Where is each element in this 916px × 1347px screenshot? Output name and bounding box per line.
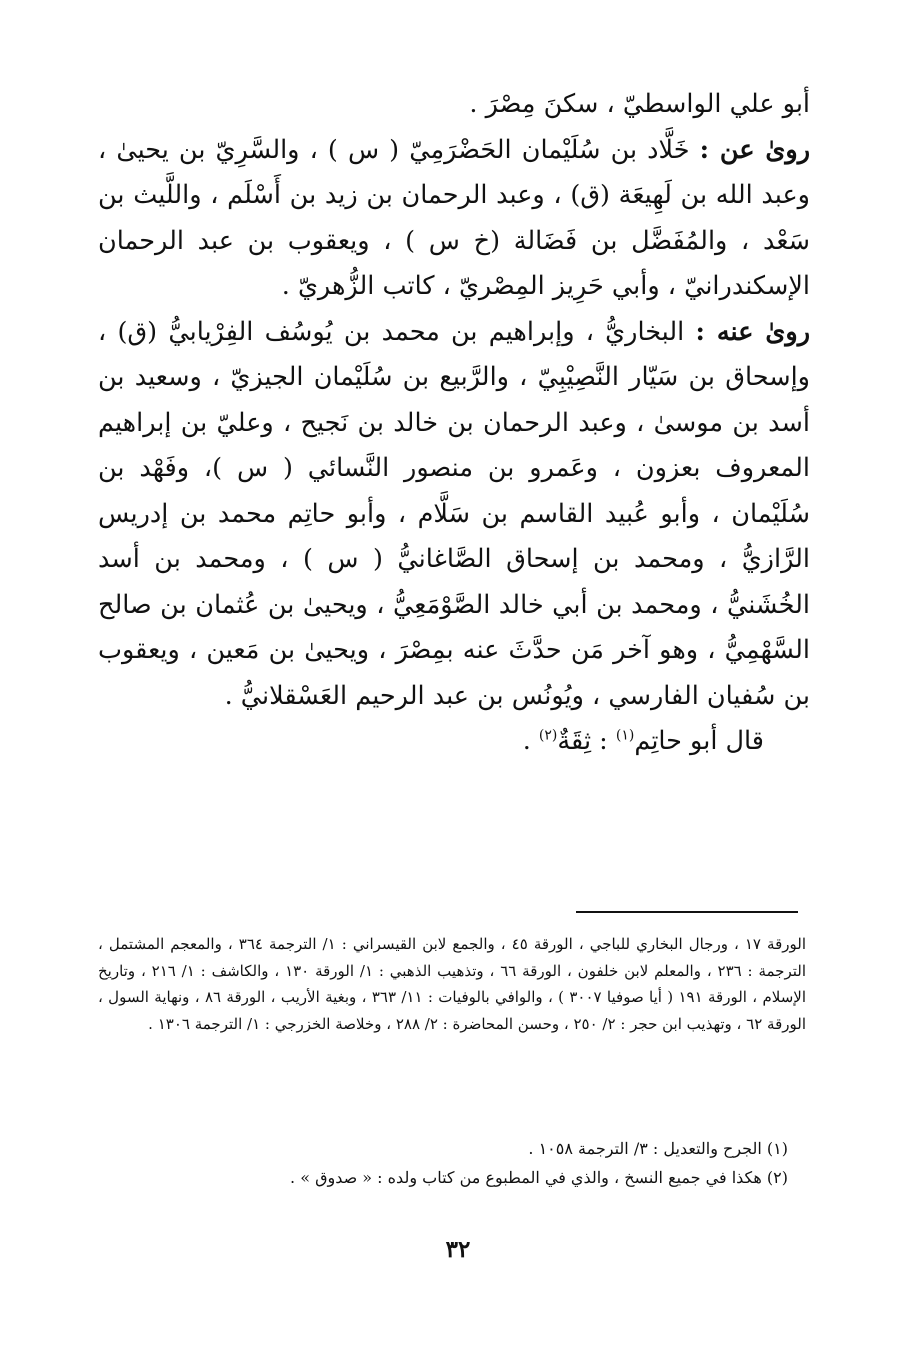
footnote-divider [576,911,798,913]
quote-verdict: ثِقَةٌ [557,726,592,756]
narrated-from-text: خَلَّاد بن سُلَيْمان الحَضْرَمِيّ ( س ) ، والسَّرِيّ بن يحيىٰ ، وعبد الله بن لَهِيعَة (ق) ، وعبد الرحمان بن زيد بن أَسْلَم ، واللَّيث بن سَعْد ، والمُفَضَّل بن فَضَالة (خ س ) ، ويعقوب بن عبد الرحمان الإسكندرانيّ ، وأبي حَرِيز المِصْريّ ، كاتب الزُّهريّ . [98,134,810,301]
footnote-1: (١) الجرح والتعديل : ٣/ الترجمة ١٠٥٨ . [528,1139,788,1158]
narrated-by-label: روىٰ عنه : [695,316,811,347]
sources-note [98,931,806,1037]
quote-text: قال أبو حاتِم [634,726,764,756]
narrated-from-label: روىٰ عن : [699,134,811,165]
footnote-2: (٢) هكذا في جميع النسخ ، والذي في المطبوع من كتاب ولده : « صدوق » . [290,1168,788,1187]
quote-line [98,719,810,765]
narrated-by-paragraph [98,310,810,720]
footnote-ref-2: (٢) [538,727,558,744]
narrated-by-text: البخاريُّ ، وإبراهيم بن محمد بن يُوسُف الفِرْيابيُّ (ق) ، وإسحاق بن سَيّار النَّصِيْبِيّ ، والرَّبيع بن سُلَيْمان الجيزيّ ، وسعيد بن أسد بن موسىٰ ، وعبد الرحمان بن خالد بن نَجيح ، وعليّ بن إبراهيم المعروف بعزون ، وعَمرو بن منصور النَّسائي ( س )، وفَهْد بن سُلَيْمان ، وأبو عُبيد القاسم بن سَلَّام ، وأبو حاتِم محمد بن إدريس الرَّازيُّ ، ومحمد بن إسحاق الصَّاغانيُّ ( س ) ، ومحمد بن أسد الخُشَنيُّ ، ومحمد بن أبي خالد الصَّوْمَعِيُّ ، ويحيىٰ بن عُثمان بن صالح السَّهْمِيُّ ، وهو آخر مَن حدَّثَ عنه بمِصْرَ ، ويحيىٰ بن مَعين ، ويعقوب بن سُفيان الفارسي ، ويُونُس بن عبد الرحيم العَسْقلانيُّ . [98,316,810,711]
footnotes [98,1134,788,1192]
quote-end: . [522,726,531,756]
footnote-ref-1: (١) [615,727,635,744]
narrated-from-paragraph [98,128,810,310]
intro-line: أبو علي الواسطيّ ، سكنَ مِصْرَ . [469,89,810,119]
main-text [98,82,810,765]
page-number: ٣٢ [445,1236,471,1263]
quote-colon: : [599,726,608,756]
sources-note-text: الورقة ١٧ ، ورجال البخاري للباجي ، الورقة ٤٥ ، والجمع لابن القيسراني : ١/ الترجمة ٣٦٤ ، والمعجم المشتمل ، الترجمة : ٢٣٦ ، والمعلم لابن خلفون ، الورقة ٦٦ ، وتذهيب الذهبي : ١/ الورقة ١٣٠ ، والكاشف : ١/ ٢١٦ ، وتاريخ الإسلام ، الورقة ١٩١ ( أيا صوفيا ٣٠٠٧ ) ، والوافي بالوفيات : ١١/ ٣٦٣ ، وبغية الأريب ، الورقة ٨٦ ، ونهاية السول ، الورقة ٦٢ ، وتهذيب ابن حجر : ٢/ ٢٥٠ ، وحسن المحاضرة : ٢/ ٢٨٨ ، وخلاصة الخزرجي : ١/ الترجمة ١٣٠٦ . [98,935,806,1033]
